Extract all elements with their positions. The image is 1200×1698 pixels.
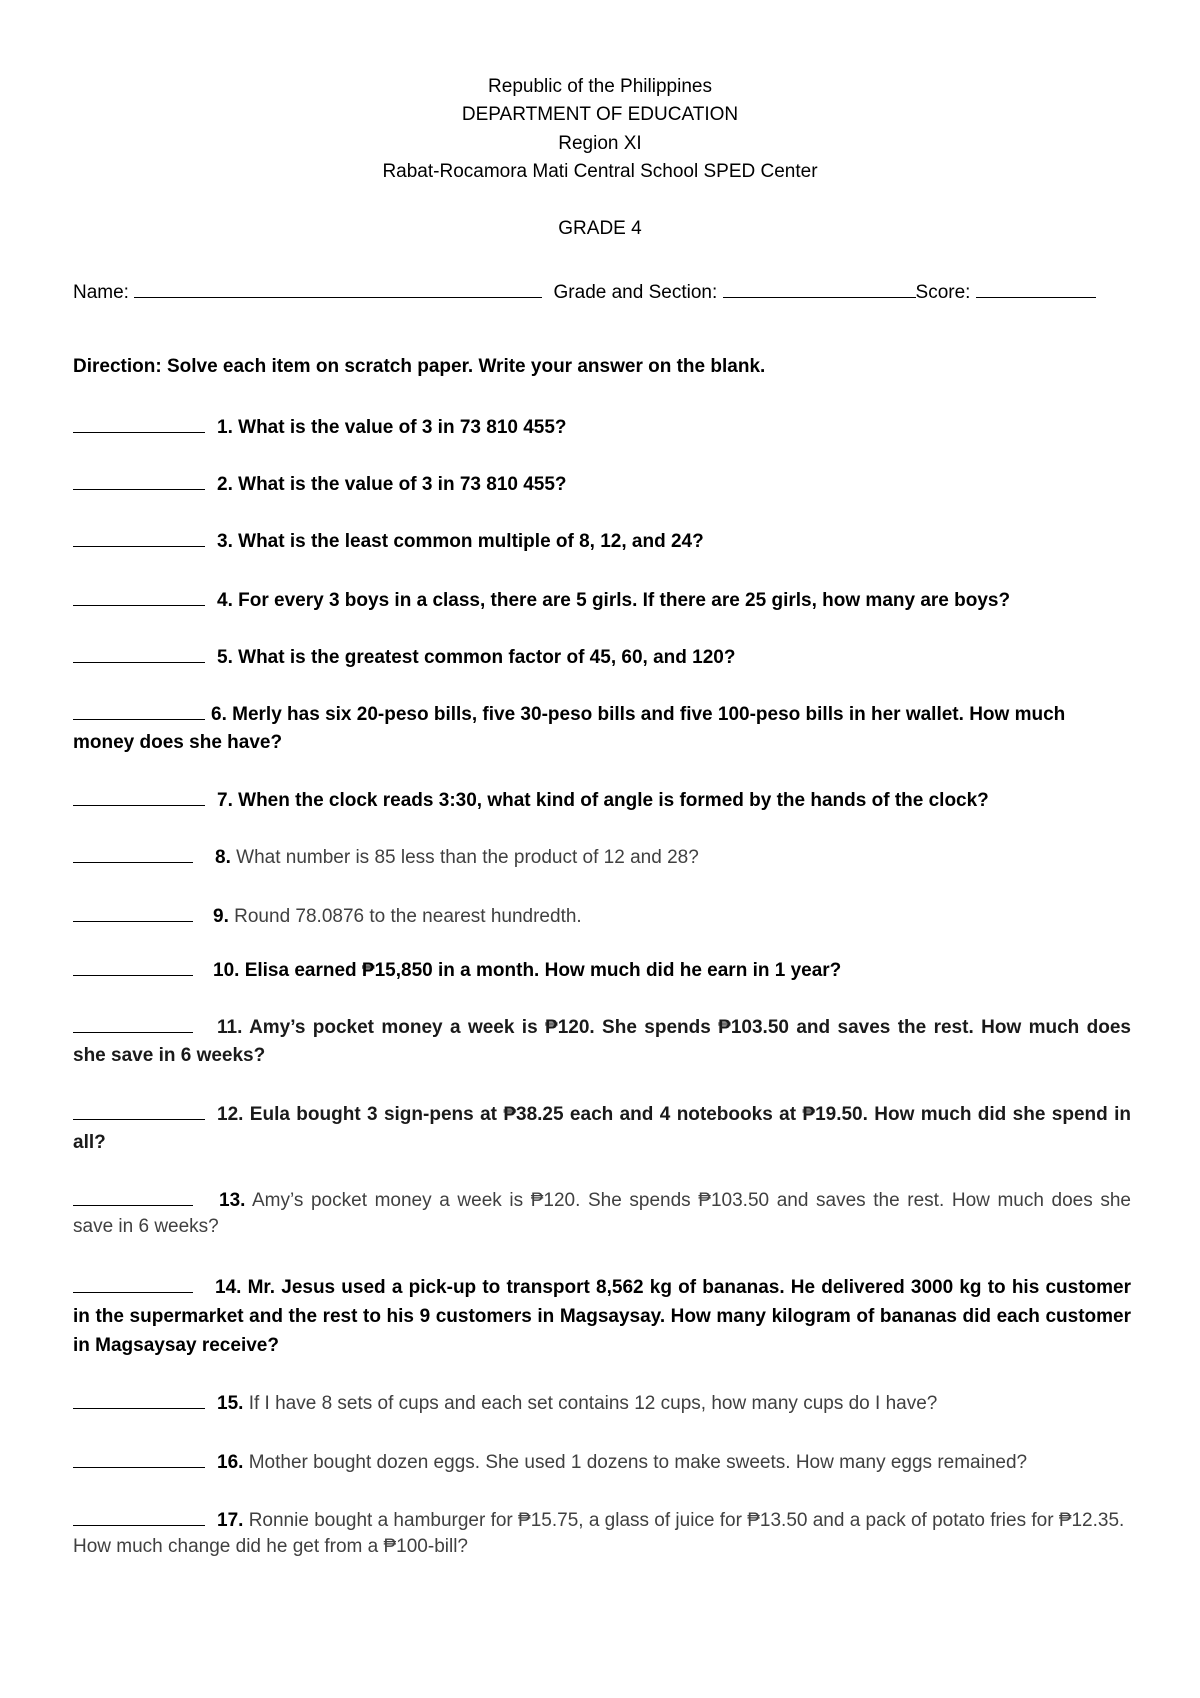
question-number: 16.	[217, 1452, 244, 1473]
question-9	[73, 903, 1131, 931]
question-number: 17.	[217, 1510, 244, 1531]
question-16	[73, 1449, 1131, 1477]
answer-blank[interactable]	[73, 414, 205, 433]
question-text: Amy’s pocket money a week is ₱120. She spends ₱103.50 and saves the rest. How much does she save in 6 weeks?	[73, 1190, 1131, 1237]
grade-section-blank[interactable]	[723, 281, 916, 298]
question-text: Mother bought dozen eggs. She used 1 dozens to make sweets. How many eggs remained?	[248, 1452, 1028, 1473]
header-republic: Republic of the Philippines	[488, 76, 712, 97]
grade-section-label: Grade and Section:	[553, 282, 718, 303]
header-grade: GRADE 4	[558, 218, 642, 239]
question-number: 10.	[213, 960, 240, 981]
question-number: 8.	[215, 847, 231, 868]
name-blank[interactable]	[134, 281, 542, 298]
question-12	[73, 1101, 1131, 1157]
question-3	[73, 528, 1131, 556]
question-text: What number is 85 less than the product of 12 and 28?	[236, 847, 699, 868]
question-7	[73, 787, 1131, 815]
question-number: 6.	[211, 704, 227, 725]
question-text: Ronnie bought a hamburger for ₱15.75, a glass of juice for ₱13.50 and a pack of potato fries for ₱12.35. How much change did he get from a ₱100-bill?	[73, 1510, 1125, 1557]
answer-blank[interactable]	[73, 844, 193, 863]
answer-blank[interactable]	[73, 903, 193, 922]
question-15	[73, 1390, 1131, 1418]
header-department: DEPARTMENT OF EDUCATION	[461, 104, 739, 125]
question-5	[73, 644, 1131, 672]
question-number: 14.	[215, 1277, 242, 1298]
question-text: Merly has six 20-peso bills, five 30-peso bills and five 100-peso bills in her wallet. How much money does she have?	[73, 704, 1066, 753]
answer-blank[interactable]	[73, 471, 205, 490]
header-school: Rabat-Rocamora Mati Central School SPED Center	[382, 161, 818, 182]
question-text: Round 78.0876 to the nearest hundredth.	[234, 906, 582, 927]
question-8	[73, 844, 1131, 872]
answer-blank[interactable]	[73, 1014, 193, 1033]
answer-blank[interactable]	[73, 701, 205, 720]
question-number: 12.	[217, 1104, 244, 1125]
score-label: Score:	[915, 282, 971, 303]
answer-blank[interactable]	[73, 644, 205, 663]
question-text: Eula bought 3 sign-pens at ₱38.25 each and 4 notebooks at ₱19.50. How much did she spend in all?	[73, 1104, 1131, 1153]
question-number: 5.	[217, 647, 233, 668]
question-number: 2.	[217, 474, 233, 495]
answer-blank[interactable]	[73, 787, 205, 806]
question-text: What is the greatest common factor of 45, 60, and 120?	[238, 647, 736, 668]
answer-blank[interactable]	[73, 957, 193, 976]
question-number: 9.	[213, 906, 229, 927]
question-number: 1.	[217, 417, 233, 438]
question-1	[73, 414, 1131, 442]
question-text: What is the value of 3 in 73 810 455?	[238, 417, 567, 438]
question-number: 15.	[217, 1393, 244, 1414]
question-13	[73, 1187, 1131, 1240]
question-text: What is the least common multiple of 8, 12, and 24?	[238, 531, 704, 552]
answer-blank[interactable]	[73, 1507, 205, 1526]
direction-text: Direction: Solve each item on scratch paper. Write your answer on the blank.	[73, 356, 766, 377]
name-label: Name:	[73, 282, 129, 303]
student-info-line	[73, 281, 1133, 304]
answer-blank[interactable]	[73, 1274, 193, 1293]
question-text: Amy’s pocket money a week is ₱120. She spends ₱103.50 and saves the rest. How much does she save in 6 weeks?	[73, 1017, 1131, 1066]
question-number: 13.	[219, 1190, 246, 1211]
question-number: 11.	[217, 1017, 243, 1038]
answer-blank[interactable]	[73, 1449, 205, 1468]
question-2	[73, 471, 1131, 499]
question-6	[73, 701, 1131, 757]
question-number: 3.	[217, 531, 233, 552]
answer-blank[interactable]	[73, 528, 205, 547]
question-text: Mr. Jesus used a pick-up to transport 8,562 kg of bananas. He delivered 3000 kg to his customer in the supermarket and the rest to his 9 customers in Magsaysay. How many kilogram of bananas did each customer in Magsaysay receive?	[73, 1277, 1131, 1356]
question-14	[73, 1273, 1131, 1360]
question-number: 7.	[217, 790, 233, 811]
header-region: Region XI	[558, 133, 642, 154]
question-text: Elisa earned ₱15,850 in a month. How much did he earn in 1 year?	[244, 960, 842, 981]
question-4	[73, 587, 1131, 615]
question-text: When the clock reads 3:30, what kind of angle is formed by the hands of the clock?	[238, 790, 989, 811]
question-text: What is the value of 3 in 73 810 455?	[238, 474, 567, 495]
answer-blank[interactable]	[73, 587, 205, 606]
answer-blank[interactable]	[73, 1101, 205, 1120]
answer-blank[interactable]	[73, 1187, 193, 1206]
question-text: For every 3 boys in a class, there are 5 girls. If there are 25 girls, how many are boys?	[238, 590, 1011, 611]
question-text: If I have 8 sets of cups and each set contains 12 cups, how many cups do I have?	[248, 1393, 938, 1414]
answer-blank[interactable]	[73, 1390, 205, 1409]
question-17	[73, 1507, 1131, 1560]
question-number: 4.	[217, 590, 233, 611]
question-10	[73, 957, 1131, 985]
score-blank[interactable]	[976, 281, 1096, 298]
question-11	[73, 1014, 1131, 1070]
